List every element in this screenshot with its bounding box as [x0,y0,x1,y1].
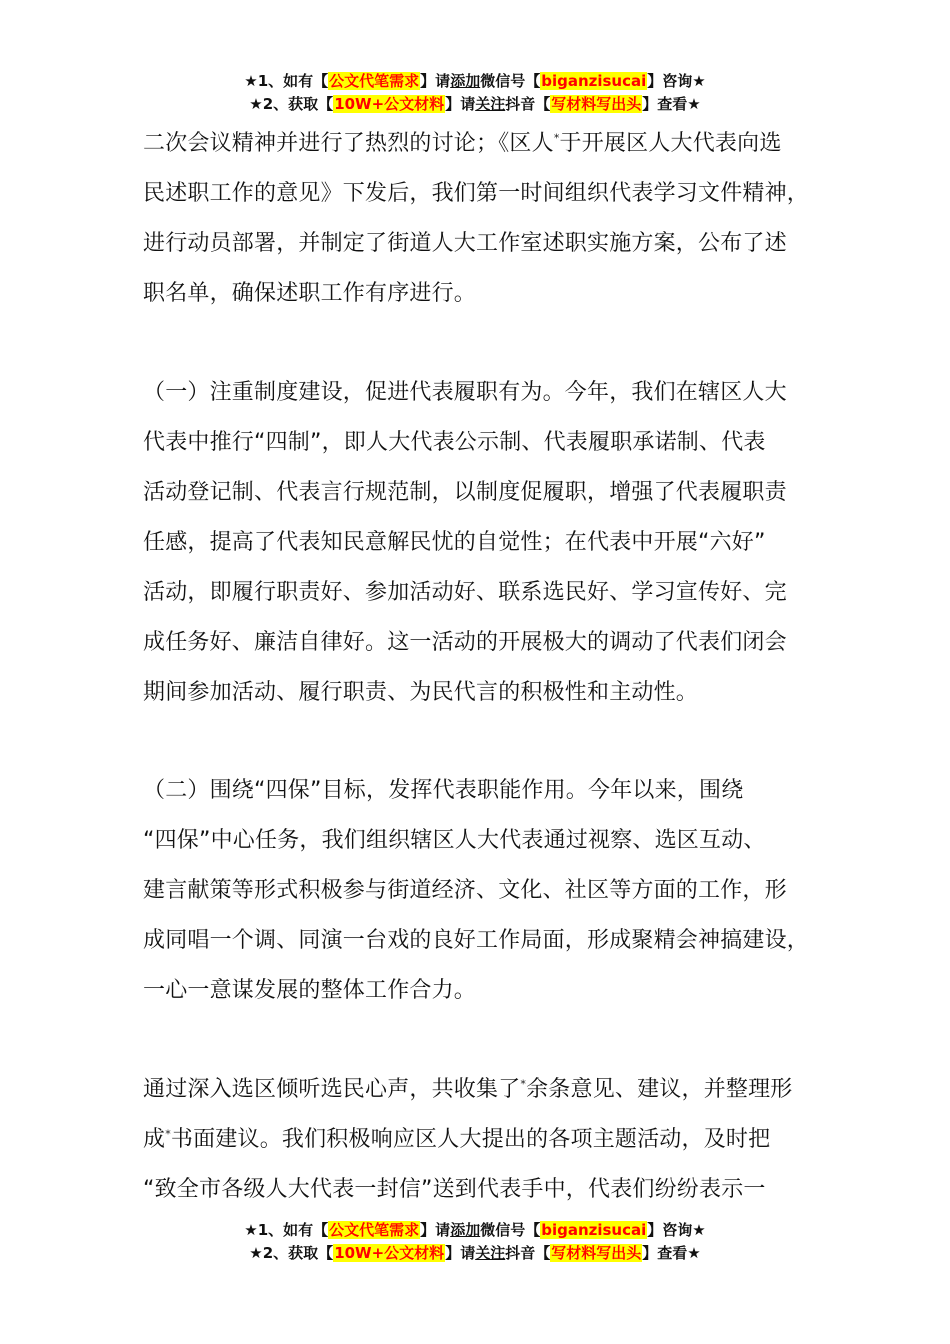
banner-highlight: 公文代笔需求 [329,1221,420,1239]
banner-text: 】请 [445,95,476,113]
text-line: 成*书面建议。我们积极响应区人大提出的各项主题活动，及时把 [143,1127,771,1152]
banner-text: ★2、获取【 [249,1244,334,1262]
banner-text: 】请 [445,1244,476,1262]
placeholder-mark: * [520,1077,527,1091]
banner-text: 微信号【 [480,1221,541,1239]
body-paragraph-3 [143,766,833,1016]
banner-text: ★2、获取【 [249,95,334,113]
text-line: 职名单，确保述职工作有序进行。 [143,281,477,306]
text-line: 建言献策等形式积极参与街道经济、文化、社区等方面的工作，形 [143,878,787,903]
text-line: 成同唱一个调、同演一台戏的良好工作局面，形成聚精会神搞建设， [143,928,810,953]
banner-highlight: 写材料写出头 [551,1244,642,1262]
text-line: （一）注重制度建设，促进代表履职有为。今年，我们在辖区人大 [143,380,787,405]
body-paragraph-2 [143,368,833,718]
banner-highlight: 10W+公文材料 [334,1244,445,1262]
text-line: 代表中推行“四制”，即人大代表公示制、代表履职承诺制、代表 [143,430,766,455]
text-line: “四保”中心任务，我们组织辖区人大代表通过视察、选区互动、 [143,828,766,853]
banner-text: 】请 [420,72,451,90]
body-paragraph-4 [143,1065,833,1215]
banner-text: 】查看★ [642,1244,701,1262]
text-line: 活动登记制、代表言行规范制，以制度促履职，增强了代表履职责 [143,480,787,505]
text-line: （二）围绕“四保”目标，发挥代表职能作用。今年以来，围绕 [143,778,744,803]
text-line: 进行动员部署，并制定了街道人大工作室述职实施方案，公布了述 [143,231,787,256]
banner-text: 】查看★ [642,95,701,113]
banner-line-1 [0,1219,950,1242]
text-line: 活动，即履行职责好、参加活动好、联系选民好、学习宣传好、完 [143,580,787,605]
banner-text: 抖音【 [505,95,551,113]
banner-line-2 [0,93,950,116]
banner-line-2 [0,1242,950,1265]
placeholder-mark: * [553,131,560,145]
footer-banner [0,1219,950,1265]
banner-highlight: 10W+公文材料 [334,95,445,113]
banner-text: 微信号【 [480,72,541,90]
text-line: 任感，提高了代表知民意解民忧的自觉性；在代表中开展“六好” [143,530,766,555]
banner-emphasis: 添加 [450,72,481,90]
text-line: 二次会议精神并进行了热烈的讨论；《区人*于开展区人大代表向选 [143,131,782,156]
banner-highlight: biganzisucai [541,1221,647,1239]
banner-text: 】请 [420,1221,451,1239]
banner-line-1 [0,70,950,93]
banner-highlight: biganzisucai [541,72,647,90]
body-paragraph-1 [143,119,833,319]
banner-highlight: 公文代笔需求 [329,72,420,90]
text-line: 通过深入选区倾听选民心声，共收集了*余条意见、建议，并整理形 [143,1077,793,1102]
banner-text: ★1、如有【 [244,72,329,90]
banner-text: 抖音【 [505,1244,551,1262]
banner-text: 】咨询★ [647,72,706,90]
banner-text: ★1、如有【 [244,1221,329,1239]
text-line: 民述职工作的意见》下发后，我们第一时间组织代表学习文件精神， [143,181,810,206]
banner-highlight: 写材料写出头 [551,95,642,113]
header-banner [0,70,950,116]
text-line: “致全市各级人大代表一封信”送到代表手中，代表们纷纷表示一 [143,1177,766,1202]
text-line: 一心一意谋发展的整体工作合力。 [143,978,477,1003]
text-line: 期间参加活动、履行职责、为民代言的积极性和主动性。 [143,680,699,705]
text-line: 成任务好、廉洁自律好。这一活动的开展极大的调动了代表们闭会 [143,630,787,655]
banner-emphasis: 关注 [475,95,506,113]
banner-emphasis: 添加 [450,1221,481,1239]
banner-emphasis: 关注 [475,1244,506,1262]
banner-text: 】咨询★ [647,1221,706,1239]
placeholder-mark: * [165,1127,171,1141]
